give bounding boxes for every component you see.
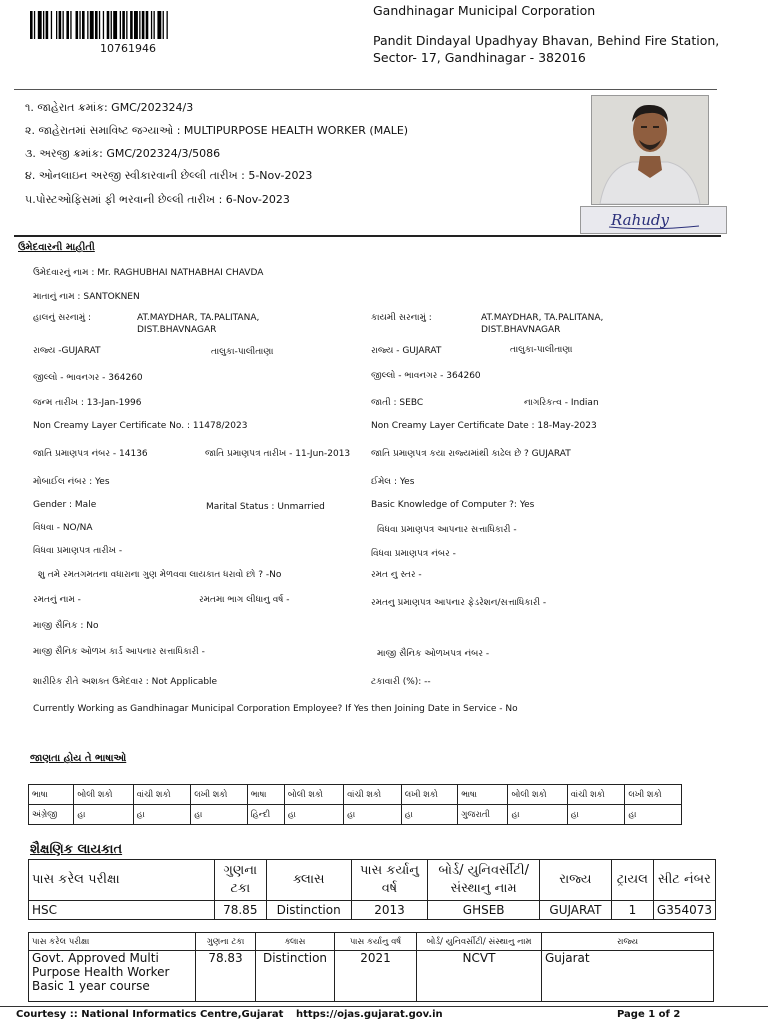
- header-cell: બોર્ડ/ યુનિવર્સીટી/ સંસ્થાનુ નામ: [417, 933, 542, 951]
- exam-name-line: Govt. Approved Multi: [32, 951, 159, 965]
- address-line-2: Sector- 17, Gandhinagar - 382016: [373, 50, 586, 65]
- header-cell: ભાષા: [29, 785, 74, 805]
- header-cell: ક્લાસ: [266, 860, 351, 901]
- header-cell: સીટ નંબર: [653, 860, 715, 901]
- current-state: રાજ્ય -GUJARAT: [33, 346, 101, 356]
- languages-section-title: જાણતા હોય તે ભાષાઓ: [30, 753, 127, 764]
- email: ઈમેલ : Yes: [371, 477, 415, 487]
- permanent-state: રાજ્ય - GUJARAT: [371, 346, 442, 356]
- barcode-bar: [163, 11, 164, 39]
- barcode-bar: [139, 11, 140, 39]
- table-cell: હા: [401, 805, 458, 825]
- online-last-date: ૪. ઓનલાઇન અરજી સ્વીકારવાની છેલ્લી તારીખ : 5-Nov-2023: [25, 169, 313, 182]
- footer-page: Page 1 of 2: [617, 1009, 681, 1020]
- additional-education-table: [28, 932, 714, 1002]
- header-cell: વાંચી શકો: [567, 785, 625, 805]
- application-no: ૩. અરજી ક્રમાંક: GMC/202324/3/5086: [25, 147, 221, 160]
- header-cell: ટ્રાયલ: [611, 860, 653, 901]
- mobile: મોબાઈલ નંબર : Yes: [33, 477, 110, 487]
- education-table: [28, 859, 716, 920]
- barcode-bar: [99, 11, 100, 39]
- candidate-name: ઉમેદવારનું નામ : Mr. RAGHUBHAI NATHABHAI CHAVDA: [33, 268, 264, 278]
- header-cell: રાજ્ય: [542, 933, 714, 951]
- table-cell: હા: [567, 805, 625, 825]
- footer-courtesy: Courtesy :: National Informatics Centre,Gujarat: [16, 1009, 284, 1020]
- widow-authority: વિધવા પ્રમાણપત્ર આપનાર સત્તાધિકારી -: [377, 525, 517, 535]
- header-cell: લખી શકો: [625, 785, 682, 805]
- footer-divider: [0, 1006, 768, 1007]
- languages-data-row: [29, 805, 682, 825]
- sport-participation-year: રમતમા ભાગ લીધાનુ વર્ષ -: [199, 595, 290, 605]
- barcode-bar: [79, 11, 80, 39]
- barcode-bar: [46, 11, 49, 39]
- header-cell: રાજ્ય: [539, 860, 611, 901]
- disabled-candidate: શારીરિક રીતે અશક્ત ઉમેદવાર : Not Applicable: [33, 677, 218, 687]
- candidate-photo: [591, 95, 709, 205]
- footer-url[interactable]: https://ojas.gujarat.gov.in: [296, 1009, 443, 1020]
- table-cell: Distinction: [266, 901, 351, 920]
- table-cell: HSC: [29, 901, 215, 920]
- ncl-certificate-no: Non Creamy Layer Certificate No. : 11478/2023: [33, 421, 248, 431]
- table-cell: G354073: [653, 901, 715, 920]
- ex-serviceman: માજી સૈનિક : No: [33, 621, 99, 631]
- barcode-bar: [151, 11, 152, 39]
- fee-last-date: ૫.પોસ્ટઓફિસમાં ફી ભરવાની છેલ્લી તારીખ : 6-Nov-2023: [25, 193, 290, 206]
- widow-certificate-no: વિધવા પ્રમાણપત્ર નંબર -: [371, 549, 456, 559]
- barcode-bar: [82, 11, 85, 39]
- barcode-bar: [51, 11, 52, 39]
- barcode-bar: [157, 11, 161, 39]
- barcode-bar: [38, 11, 42, 39]
- barcode-number: 10761946: [100, 42, 156, 55]
- header-cell: ભાષા: [458, 785, 508, 805]
- exam-name-line: Purpose Health Worker: [32, 965, 170, 979]
- sports-question: શુ તમે રમતગમતના વધારાના ગુણ મેળવવા લાયકાત ધરાવો છો ? -No: [38, 570, 282, 580]
- header-cell: બોલી શકો: [284, 785, 343, 805]
- barcode-bar: [142, 11, 145, 39]
- barcode-bar: [59, 11, 62, 39]
- header-cell: પાસ કર્યાનુ વર્ષ: [335, 933, 417, 951]
- table-cell: હા: [133, 805, 191, 825]
- header-cell: બોલી શકો: [74, 785, 133, 805]
- widow-certificate-date: વિધવા પ્રમાણપત્ર તારીખ -: [33, 546, 123, 556]
- sport-authority: રમતનુ પ્રમાણપત્ર આપનાર ફેડરેશન/સત્તાધિકારી -: [371, 598, 547, 608]
- address-line-1: Pandit Dindayal Upadhyay Bhavan, Behind Fire Station,: [373, 33, 720, 48]
- footer: [0, 1006, 768, 1024]
- barcode-bar: [30, 11, 33, 39]
- languages-header-row: [29, 785, 682, 805]
- header-cell: વાંચી શકો: [344, 785, 402, 805]
- date-of-birth: જન્મ તારીખ : 13-Jan-1996: [33, 398, 142, 408]
- table-cell: હિન્દી: [247, 805, 284, 825]
- advert-no: ૧. જાહેરાત ક્રમાંક: GMC/202324/3: [25, 101, 194, 114]
- sport-name: રમતનું નામ -: [33, 595, 81, 605]
- additional-education-data-row: [29, 951, 714, 1002]
- current-district: જીલ્લો - ભાવનગર - 364260: [33, 373, 143, 383]
- computer-knowledge: Basic Knowledge of Computer ?: Yes: [371, 500, 535, 510]
- table-cell: Gujarat: [542, 951, 714, 1002]
- gmc-employee: Currently Working as Gandhinagar Municipal Corporation Employee? If Yes then Joining Date in Service - No: [33, 704, 518, 714]
- barcode-bar: [63, 11, 64, 39]
- marital-status: Marital Status : Unmarried: [206, 502, 325, 512]
- barcode-bar: [111, 11, 112, 39]
- org-name: Gandhinagar Municipal Corporation: [373, 3, 596, 18]
- header-cell: લખી શકો: [191, 785, 248, 805]
- caste-certificate-date: જાતિ પ્રમાણપત્ર તારીખ - 11-Jun-2013: [205, 449, 351, 459]
- barcode-bar: [66, 11, 69, 39]
- current-address-label: હાલનું સરનામું :: [33, 313, 92, 323]
- table-cell: અંગ્રેજી: [29, 805, 74, 825]
- barcode-bar: [134, 11, 138, 39]
- barcode-bar: [146, 11, 149, 39]
- current-taluka: તાલુકા-પાલીતાણા: [211, 347, 274, 357]
- header-cell: પાસ કરેલ પરીક્ષા: [29, 933, 196, 951]
- table-cell: 2013: [351, 901, 428, 920]
- candidate-signature: [580, 206, 727, 234]
- barcode-bar: [90, 11, 94, 39]
- table-cell: હા: [191, 805, 248, 825]
- table-cell: GUJARAT: [539, 901, 611, 920]
- barcode-bar: [154, 11, 155, 39]
- current-address-line-2: DIST.BHAVNAGAR: [137, 325, 217, 335]
- caste-certificate-state: જાતિ પ્રમાણપત્ર કયા રાજ્યમાંથી કાઢેલ છે ? GUJARAT: [371, 449, 571, 459]
- advert-divider: [14, 235, 721, 237]
- table-cell: 78.85: [214, 901, 266, 920]
- header-cell: ભાષા: [247, 785, 284, 805]
- widow: વિધવા - NO/NA: [33, 523, 93, 533]
- permanent-address-label: કાયમી સરનામું :: [371, 313, 432, 323]
- header-cell: બોલી શકો: [508, 785, 567, 805]
- current-address-line-1: AT.MAYDHAR, TA.PALITANA,: [137, 313, 260, 323]
- barcode-bar: [130, 11, 133, 39]
- barcode-bar: [56, 11, 57, 39]
- header-divider: [14, 89, 717, 90]
- barcode-bar: [103, 11, 104, 39]
- languages-table: [28, 784, 682, 825]
- table-cell: હા: [74, 805, 133, 825]
- permanent-taluka: તાલુકા-પાલીતાણા: [510, 345, 573, 355]
- header-cell: ગુણના ટકા: [196, 933, 256, 951]
- exam-name-line: Basic 1 year course: [32, 979, 150, 993]
- mother-name: માતાનું નામ : SANTOKNEN: [33, 292, 140, 302]
- header-cell: વાંચી શકો: [133, 785, 191, 805]
- ex-serviceman-authority: માજી સૈનિક ઓળખ કાર્ડ આપનાર સત્તાધિકારી -: [33, 647, 205, 657]
- table-cell: 78.83: [196, 951, 256, 1002]
- caste: જાતી : SEBC: [371, 398, 424, 408]
- barcode-bar: [34, 11, 35, 39]
- education-section-title: શૈક્ષણિક લાયકાત: [30, 842, 123, 857]
- barcode: [30, 11, 240, 39]
- permanent-address-line-2: DIST.BHAVNAGAR: [481, 325, 561, 335]
- education-header-row: [29, 860, 716, 901]
- barcode-bar: [167, 11, 168, 39]
- barcode-bar: [76, 11, 79, 39]
- table-cell: હા: [625, 805, 682, 825]
- gender: Gender : Male: [33, 500, 97, 510]
- barcode-bar: [113, 11, 117, 39]
- table-cell: 1: [611, 901, 653, 920]
- table-cell: NCVT: [417, 951, 542, 1002]
- barcode-bar: [126, 11, 127, 39]
- barcode-bar: [70, 11, 71, 39]
- header-cell: ગુણના ટકા: [214, 860, 266, 901]
- permanent-district: જીલ્લો - ભાવનગર - 364260: [371, 371, 481, 381]
- svg-text:Rahudy: Rahudy: [611, 211, 669, 229]
- barcode-bar: [122, 11, 125, 39]
- ncl-certificate-date: Non Creamy Layer Certificate Date : 18-May-2023: [371, 421, 597, 431]
- header-cell: બોર્ડ/ યુનિવર્સીટી/ સંસ્થાનુ નામ: [428, 860, 540, 901]
- barcode-bar: [107, 11, 110, 39]
- advert-post: ૨. જાહેરાતમાં સમાવિષ્ટ જગ્યાઓ : MULTIPURPOSE HEALTH WORKER (MALE): [25, 124, 409, 137]
- caste-certificate-no: જાતિ પ્રમાણપત્ર નંબર - 14136: [33, 449, 148, 459]
- barcode-bar: [87, 11, 88, 39]
- table-cell: હા: [508, 805, 567, 825]
- table-cell: Distinction: [256, 951, 335, 1002]
- sports-level: રમત નુ સ્તર -: [371, 570, 422, 580]
- table-cell: GHSEB: [428, 901, 540, 920]
- permanent-address-line-1: AT.MAYDHAR, TA.PALITANA,: [481, 313, 604, 323]
- education-data-row: [29, 901, 716, 920]
- header-cell: લખી શકો: [401, 785, 458, 805]
- barcode-bar: [120, 11, 121, 39]
- header-cell: ક્લાસ: [256, 933, 335, 951]
- additional-education-header-row: [29, 933, 714, 951]
- barcode-bar: [95, 11, 98, 39]
- header-cell: પાસ કરેલ પરીક્ષા: [29, 860, 215, 901]
- nationality: નાગરિકત્વ - Indian: [524, 398, 599, 408]
- table-cell: [29, 951, 196, 1002]
- table-cell: હા: [284, 805, 343, 825]
- barcode-bar: [43, 11, 44, 39]
- header-cell: પાસ કર્યાનુ વર્ષ: [351, 860, 428, 901]
- disability-percentage: ટકાવારી (%): --: [371, 677, 431, 687]
- candidate-section-title: ઉમેદવારની માહીતી: [18, 242, 95, 253]
- table-cell: ગુજરાતી: [458, 805, 508, 825]
- table-cell: હા: [344, 805, 402, 825]
- table-cell: 2021: [335, 951, 417, 1002]
- ex-serviceman-card-no: માજી સૈનિક ઓળખપત્ર નંબર -: [377, 649, 490, 659]
